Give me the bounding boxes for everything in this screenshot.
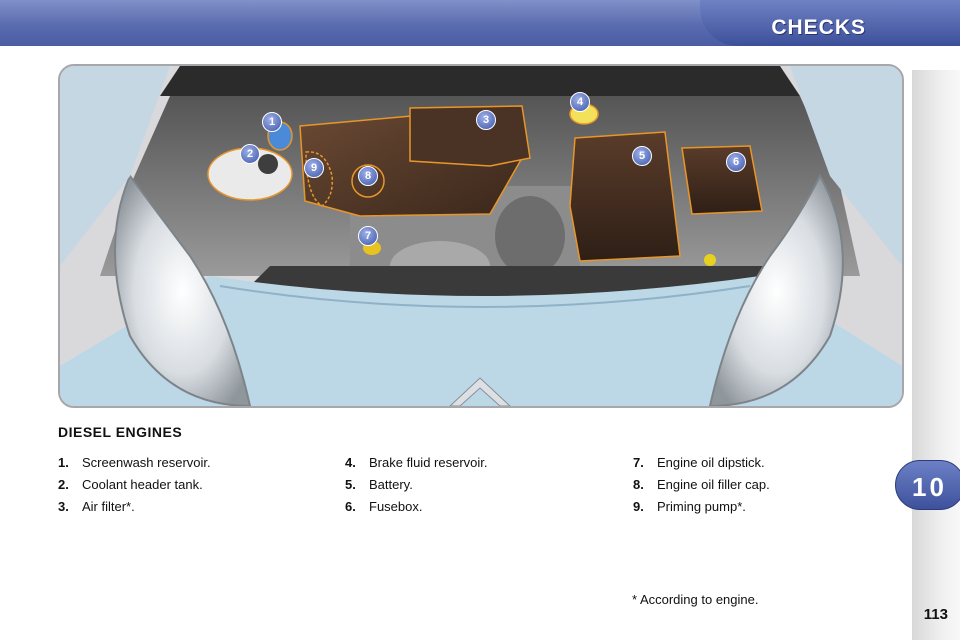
footnote: * According to engine. xyxy=(632,592,759,607)
legend-item xyxy=(345,477,488,499)
legend-number: 9. xyxy=(633,499,644,514)
legend-text: Battery. xyxy=(369,477,413,492)
legend-item xyxy=(58,499,211,521)
legend-column-2 xyxy=(345,455,488,521)
legend-text: Coolant header tank. xyxy=(82,477,203,492)
chapter-sidebar xyxy=(912,70,960,640)
legend-column-1 xyxy=(58,455,211,521)
engine-bay-illustration xyxy=(58,64,904,408)
marker-5: 5 xyxy=(632,146,652,166)
legend-number: 4. xyxy=(345,455,356,470)
legend-text: Air filter*. xyxy=(82,499,135,514)
legend-item xyxy=(633,499,770,521)
legend-text: Brake fluid reservoir. xyxy=(369,455,488,470)
marker-2: 2 xyxy=(240,144,260,164)
legend-item xyxy=(345,499,488,521)
legend-number: 8. xyxy=(633,477,644,492)
legend-text: Screenwash reservoir. xyxy=(82,455,211,470)
page-number: 113 xyxy=(923,606,948,623)
marker-1: 1 xyxy=(262,112,282,132)
legend-item xyxy=(633,477,770,499)
legend-number: 3. xyxy=(58,499,69,514)
marker-8: 8 xyxy=(358,166,378,186)
legend-text: Engine oil dipstick. xyxy=(657,455,765,470)
legend-item xyxy=(58,455,211,477)
chapter-number: 10 xyxy=(912,472,947,502)
marker-9: 9 xyxy=(304,158,324,178)
legend-item xyxy=(345,455,488,477)
legend-number: 2. xyxy=(58,477,69,492)
legend-text: Fusebox. xyxy=(369,499,423,514)
marker-6: 6 xyxy=(726,152,746,172)
legend-number: 6. xyxy=(345,499,356,514)
legend-text: Engine oil filler cap. xyxy=(657,477,770,492)
legend-item xyxy=(633,455,770,477)
page-title: CHECKS xyxy=(771,16,866,39)
legend-number: 5. xyxy=(345,477,356,492)
legend-text: Priming pump*. xyxy=(657,499,746,514)
legend-column-3 xyxy=(633,455,770,521)
marker-7: 7 xyxy=(358,226,378,246)
marker-4: 4 xyxy=(570,92,590,112)
marker-3: 3 xyxy=(476,110,496,130)
legend-number: 7. xyxy=(633,455,644,470)
legend-item xyxy=(58,477,211,499)
legend-number: 1. xyxy=(58,455,69,470)
section-title: DIESEL ENGINES xyxy=(58,424,183,440)
